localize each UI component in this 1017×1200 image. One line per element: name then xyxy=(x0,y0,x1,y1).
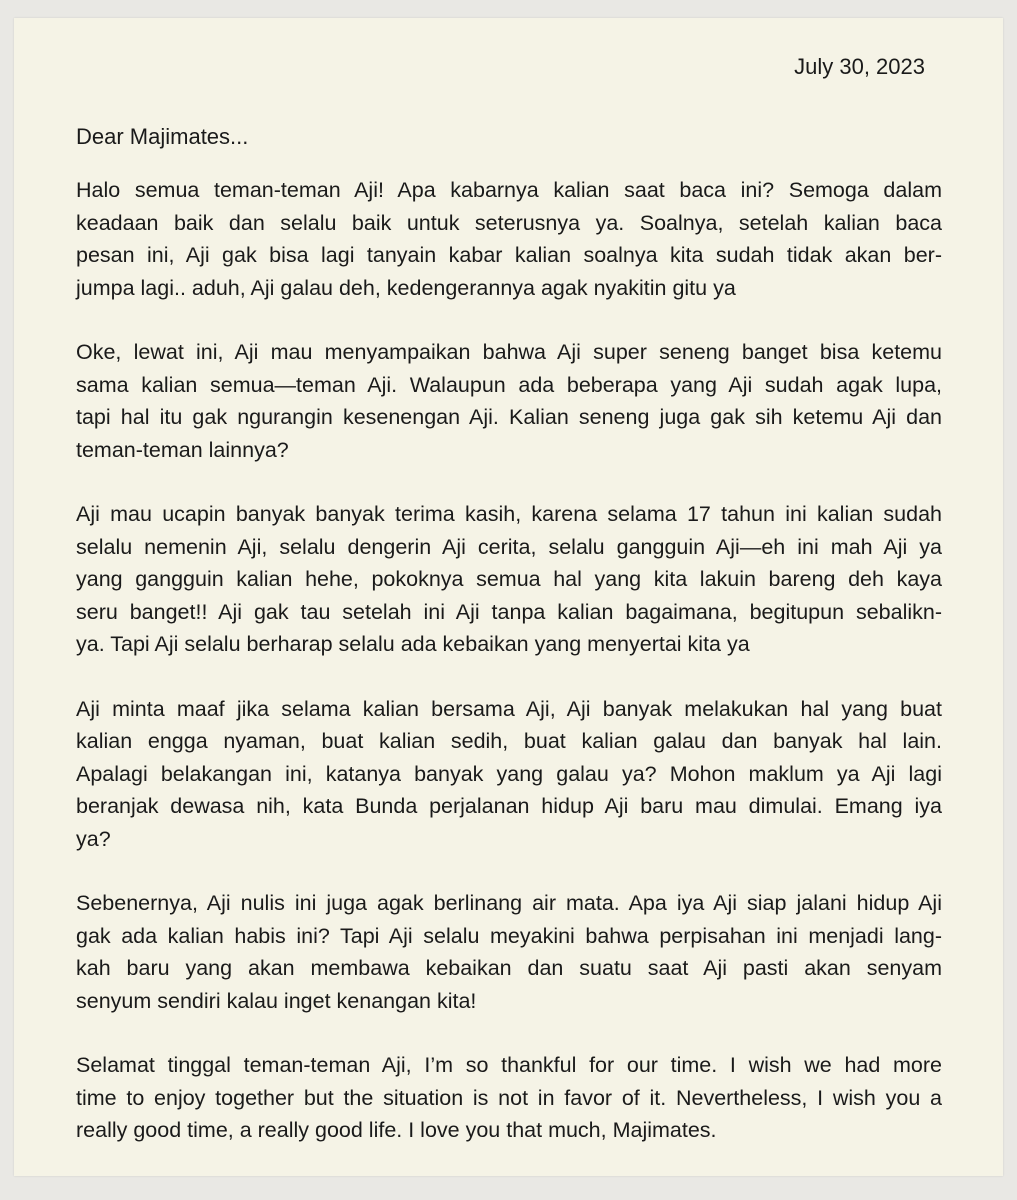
text-line: ya. Tapi Aji selalu berharap selalu ada kebaikan yang menyertai kita ya xyxy=(76,632,750,656)
paragraph-3 xyxy=(76,498,942,661)
paragraph-6 xyxy=(76,1049,942,1147)
paragraph-5 xyxy=(76,887,942,1017)
text-line: time to enjoy together but the situation is not in favor of it. Nevertheless, I wish you a xyxy=(76,1085,942,1110)
text-line: Aji mau ucapin banyak banyak terima kasih, karena selama 17 tahun ini kalian sudah xyxy=(76,502,942,526)
text-line: sama kalian semua—teman Aji. Walaupun ada beberapa yang Aji sudah agak lupa, xyxy=(76,372,942,397)
text-line: yang gangguin kalian hehe, pokoknya semua hal yang kita lakuin bareng deh kaya xyxy=(76,567,942,591)
text-line: Selamat tinggal teman-teman Aji, I’m so thankful for our time. I wish we had more xyxy=(76,1053,942,1077)
text-line: seru banget!! Aji gak tau setelah ini Aji tanpa kalian bagaimana, begitupun sebalikn- xyxy=(76,599,942,624)
text-line: pesan ini, Aji gak bisa lagi tanyain kabar kalian soalnya kita sudah tidak akan ber- xyxy=(76,243,942,267)
text-line: ya? xyxy=(76,826,111,851)
text-line: teman-teman lainnya? xyxy=(76,437,289,462)
text-line: Apalagi belakangan ini, katanya banyak yang galau ya? Mohon maklum ya Aji lagi xyxy=(76,761,942,786)
text-line: senyum sendiri kalau inget kenangan kita! xyxy=(76,988,477,1013)
paragraph-4 xyxy=(76,693,942,856)
text-line: Halo semua teman-teman Aji! Apa kabarnya kalian saat baca ini? Semoga dalam xyxy=(76,178,942,202)
text-line: Sebenernya, Aji nulis ini juga agak berlinang air mata. Apa iya Aji siap jalani hidup Aji xyxy=(76,891,942,915)
text-line: keadaan baik dan selalu baik untuk seterusnya ya. Soalnya, setelah kalian baca xyxy=(76,210,942,235)
text-line: gak ada kalian habis ini? Tapi Aji selalu meyakini bahwa perpisahan ini menjadi lang- xyxy=(76,923,942,948)
text-line: jumpa lagi.. aduh, Aji galau deh, kedengerannya agak nyakitin gitu ya xyxy=(76,275,736,300)
letter-page xyxy=(14,18,1003,1176)
text-line: tapi hal itu gak ngurangin kesenengan Aji. Kalian seneng juga gak sih ketemu Aji dan xyxy=(76,405,942,429)
letter-greeting: Dear Majimates... xyxy=(76,124,249,149)
text-line: kah baru yang akan membawa kebaikan dan suatu saat Aji pasti akan senyam xyxy=(76,956,942,980)
text-line: kalian engga nyaman, buat kalian sedih, buat kalian galau dan banyak hal lain. xyxy=(76,729,942,753)
text-line: Oke, lewat ini, Aji mau menyampaikan bahwa Aji super seneng banget bisa ketemu xyxy=(76,340,942,364)
text-line: really good time, a really good life. I love you that much, Majimates. xyxy=(76,1118,717,1142)
letter-date: July 30, 2023 xyxy=(794,54,925,79)
letter-body xyxy=(76,174,942,1179)
paragraph-2 xyxy=(76,336,942,466)
paragraph-1 xyxy=(76,174,942,304)
text-line: Aji minta maaf jika selama kalian bersama Aji, Aji banyak melakukan hal yang buat xyxy=(76,696,942,721)
text-line: selalu nemenin Aji, selalu dengerin Aji cerita, selalu gangguin Aji—eh ini mah Aji ya xyxy=(76,534,942,559)
text-line: beranjak dewasa nih, kata Bunda perjalanan hidup Aji baru mau dimulai. Emang iya xyxy=(76,794,942,818)
